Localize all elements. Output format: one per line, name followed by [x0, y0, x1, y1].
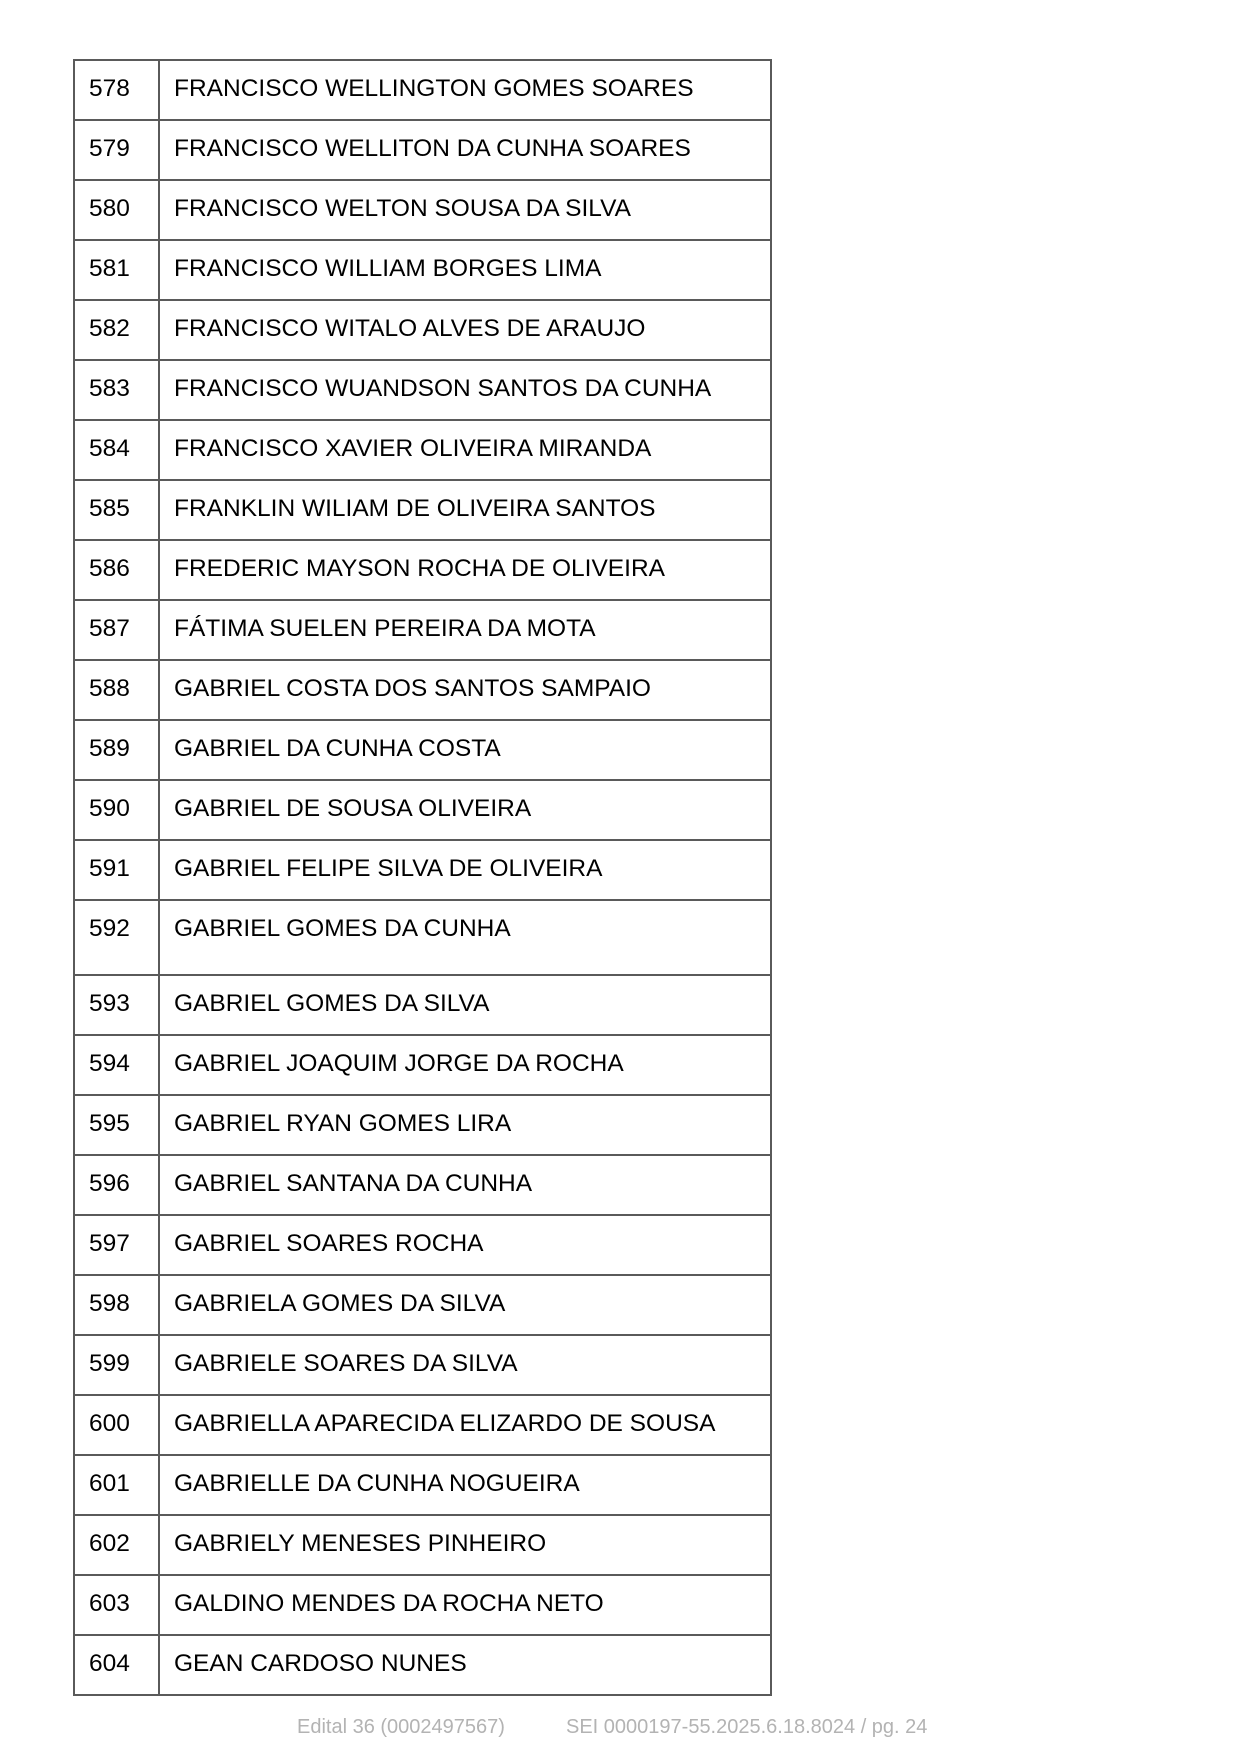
row-name: FREDERIC MAYSON ROCHA DE OLIVEIRA: [159, 540, 771, 600]
row-name: GABRIELY MENESES PINHEIRO: [159, 1515, 771, 1575]
table-row: [74, 840, 771, 900]
table-row: [74, 1575, 771, 1635]
row-name: FRANCISCO WILLIAM BORGES LIMA: [159, 240, 771, 300]
row-number: 585: [74, 480, 159, 540]
table-row: [74, 300, 771, 360]
row-name: GABRIEL COSTA DOS SANTOS SAMPAIO: [159, 660, 771, 720]
row-name: GABRIEL SOARES ROCHA: [159, 1215, 771, 1275]
table-row: [74, 1335, 771, 1395]
table-row: [74, 1395, 771, 1455]
table-row: [74, 975, 771, 1035]
row-number: 582: [74, 300, 159, 360]
row-number: 590: [74, 780, 159, 840]
row-name: GABRIELLA APARECIDA ELIZARDO DE SOUSA: [159, 1395, 771, 1455]
table-row: [74, 540, 771, 600]
table-row: [74, 480, 771, 540]
row-name: GABRIELA GOMES DA SILVA: [159, 1275, 771, 1335]
row-number: 589: [74, 720, 159, 780]
row-name: GABRIEL GOMES DA SILVA: [159, 975, 771, 1035]
table-row: [74, 600, 771, 660]
table-row: [74, 120, 771, 180]
row-number: 602: [74, 1515, 159, 1575]
row-name: GABRIEL DA CUNHA COSTA: [159, 720, 771, 780]
row-number: 586: [74, 540, 159, 600]
row-number: 580: [74, 180, 159, 240]
row-number: 594: [74, 1035, 159, 1095]
table-row: [74, 900, 771, 975]
table-row: [74, 1215, 771, 1275]
table-row: [74, 1635, 771, 1695]
row-name: GALDINO MENDES DA ROCHA NETO: [159, 1575, 771, 1635]
row-name: GABRIEL SANTANA DA CUNHA: [159, 1155, 771, 1215]
row-number: 584: [74, 420, 159, 480]
table-row: [74, 1095, 771, 1155]
table-row: [74, 780, 771, 840]
row-number: 593: [74, 975, 159, 1035]
table-row: [74, 1515, 771, 1575]
row-name: GABRIELLE DA CUNHA NOGUEIRA: [159, 1455, 771, 1515]
row-name: FRANCISCO XAVIER OLIVEIRA MIRANDA: [159, 420, 771, 480]
row-number: 583: [74, 360, 159, 420]
table-row: [74, 1035, 771, 1095]
row-name: FRANCISCO WELLINGTON GOMES SOARES: [159, 60, 771, 120]
footer-sei-ref: SEI 0000197-55.2025.6.18.8024 / pg. 24: [566, 1716, 928, 1738]
row-number: 581: [74, 240, 159, 300]
footer-document-ref: Edital 36 (0002497567): [297, 1716, 505, 1738]
table-row: [74, 180, 771, 240]
row-number: 592: [74, 900, 159, 975]
table-row: [74, 420, 771, 480]
table-row: [74, 1455, 771, 1515]
row-number: 599: [74, 1335, 159, 1395]
row-name: FRANCISCO WELLITON DA CUNHA SOARES: [159, 120, 771, 180]
row-number: 598: [74, 1275, 159, 1335]
row-number: 578: [74, 60, 159, 120]
row-number: 588: [74, 660, 159, 720]
row-number: 597: [74, 1215, 159, 1275]
row-name: FRANKLIN WILIAM DE OLIVEIRA SANTOS: [159, 480, 771, 540]
table-row: [74, 1155, 771, 1215]
names-table: [73, 59, 772, 1696]
row-name: FRANCISCO WELTON SOUSA DA SILVA: [159, 180, 771, 240]
row-name: GABRIEL GOMES DA CUNHA: [159, 900, 771, 975]
row-number: 596: [74, 1155, 159, 1215]
row-name: GEAN CARDOSO NUNES: [159, 1635, 771, 1695]
table-row: [74, 240, 771, 300]
row-number: 591: [74, 840, 159, 900]
row-number: 601: [74, 1455, 159, 1515]
table-row: [74, 660, 771, 720]
table-row: [74, 1275, 771, 1335]
row-name: FRANCISCO WUANDSON SANTOS DA CUNHA: [159, 360, 771, 420]
table-row: [74, 720, 771, 780]
row-number: 595: [74, 1095, 159, 1155]
names-table-body: [74, 60, 771, 1695]
row-number: 603: [74, 1575, 159, 1635]
row-number: 579: [74, 120, 159, 180]
row-name: GABRIEL FELIPE SILVA DE OLIVEIRA: [159, 840, 771, 900]
row-name: GABRIEL JOAQUIM JORGE DA ROCHA: [159, 1035, 771, 1095]
table-row: [74, 60, 771, 120]
row-number: 587: [74, 600, 159, 660]
table-row: [74, 360, 771, 420]
row-number: 604: [74, 1635, 159, 1695]
row-name: GABRIEL DE SOUSA OLIVEIRA: [159, 780, 771, 840]
row-name: GABRIEL RYAN GOMES LIRA: [159, 1095, 771, 1155]
row-name: FRANCISCO WITALO ALVES DE ARAUJO: [159, 300, 771, 360]
row-name: GABRIELE SOARES DA SILVA: [159, 1335, 771, 1395]
row-number: 600: [74, 1395, 159, 1455]
row-name: FÁTIMA SUELEN PEREIRA DA MOTA: [159, 600, 771, 660]
